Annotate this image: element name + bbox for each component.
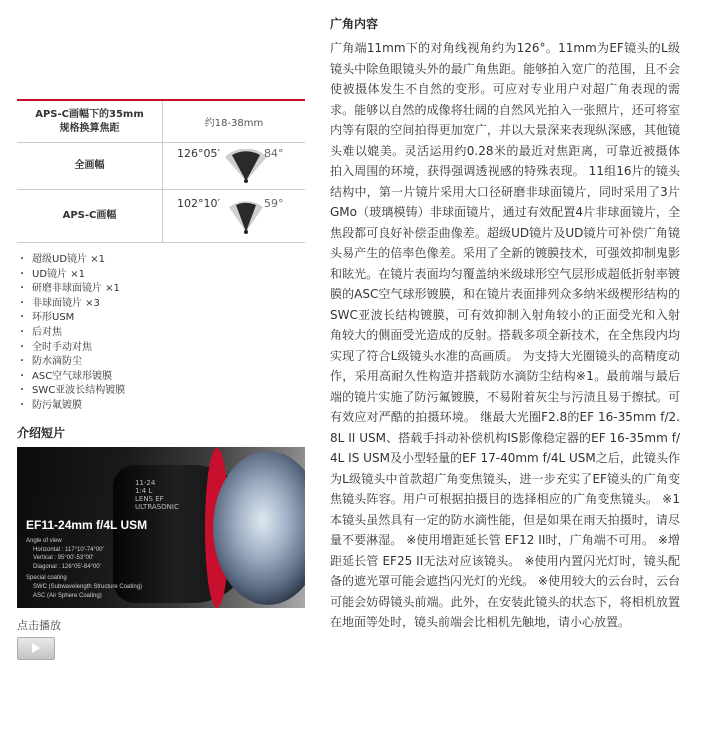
angle-of-view-table <box>17 99 305 243</box>
list-item: ・ 超级UD镜片 ×1 <box>17 253 125 268</box>
list-item: ・ 防污氟镀膜 <box>17 399 125 414</box>
spec-line: Horizontal : 117°10′-74°00′ <box>33 546 104 553</box>
row-label-aps-c: APS-C画幅 <box>17 190 163 243</box>
list-item: ・ SWC亚波长结构镀膜 <box>17 384 125 399</box>
angle-tele-aps-c: 59° <box>264 197 284 210</box>
angle-cell-full-frame <box>163 143 306 190</box>
list-item: ・ 全时手动对焦 <box>17 341 125 356</box>
coating-heading: Special coating <box>26 575 67 582</box>
list-item: ・ 非球面镜片 ×3 <box>17 297 125 312</box>
header-value-cell <box>163 100 306 143</box>
angle-cell-aps-c <box>163 190 306 243</box>
list-item: ・ 后对焦 <box>17 326 125 341</box>
lens-marking: 11-24 1:4 L LENS EF ULTRASONIC <box>135 479 179 511</box>
play-label[interactable]: 点击播放 <box>17 619 61 632</box>
spec-line: Vertical : 95°00′-53°00′ <box>33 555 94 562</box>
angle-wide-full-frame: 126°05′ <box>177 147 220 160</box>
video-spec-block <box>26 537 142 600</box>
table-row-full-frame <box>17 143 305 190</box>
body-text: 广角端11mm下的对角线视角约为126°。11mm为EF镜头的L级镜头中除鱼眼镜头外的最广角焦距。能够拍入宽广的范围，且不会使被摄体发生不自然的变形。可应对专业用户对超广角表现的需求。能够以自然的成像将壮阔的自然风光拍入一张照片，还可将室内等有限的空间拍得更加宽广，并以大景深来表现纵深感，其他镜头难以媲美。灵活运用约0.28米的最近对焦距离，可靠近被摄体拍入周围的环境，获得强调透视感的特殊表现。 11组16片的镜头结构中，第一片镜片采用大口径研磨非球面镜片，同时采用了3片GMo（玻璃模铸）非球面镜片，通过有效配置4片非球面镜片，全焦段都可良好补偿歪曲像差。超级UD镜片及UD镜片可补偿广角镜头易产生的倍率色像差。采用了全新的镀膜技术，可强效抑制鬼影和眩光。在镜片表面均匀覆盖纳米级球形空气层形成超低折射率镀膜的ASC空气球形镀膜，和在镜片表面排列众多纳米级楔形结构的SWC亚波长结构镀膜，可有效抑制入射角较小的正面受光和入射角较大的侧面受光造成的反射。搭载多项全新技术，在全焦段内均实现了符合L级镜头水准的高画质。 为支持大光圈镜头的高精度动作，采用高耐久性构造并搭载防水滴防尘结构※1。最前端与最后端的镜片实施了防污氟镀膜，不易附着灰尘与污渍且易于擦拭。可有效应对严酷的拍摄环境。 继最大光圈F2.8的EF 16-35mm f/2.8L II USM、搭载手抖动补偿机构IS影像稳定器的EF 16-35mm f/4L IS USM及小型轻量的EF 17-40mm f/4L USM之后，此镜头作为L级镜头中首款超广角变焦镜头，进一步充实了EF镜头的广角变焦镜头阵容。用户可根据拍摄目的选择相应的广角变焦镜头。 ※1 本镜头虽然具有一定的防水滴性能，但是如果在雨天拍摄时，请尽量不要淋湿。 ※使用增距延长管 EF12 II时，广角端不可用。 ※增距延长管 EF25 II无法对应该镜头。 ※使用内置闪光灯时，镜头配备的遮光罩可能会遮挡闪光灯的光线。 ※使用较大的云台时，云台可能会妨碍镜头前端。此外，在安装此镜头的状态下，将相机放置在地面等处时，镜头前端会比相机先触地，请小心放置。 <box>330 41 680 629</box>
angle-wide-aps-c: 102°10′ <box>177 197 220 210</box>
list-item: ・ ASC空气球形镀膜 <box>17 370 125 385</box>
play-icon <box>32 643 40 653</box>
coating-line: ASC (Air Sphere Coating) <box>33 592 102 599</box>
list-item: ・ 防水滴防尘 <box>17 355 125 370</box>
row-label-full-frame: 全画幅 <box>17 143 163 190</box>
section-title: 广角内容 <box>330 17 379 31</box>
table-row-aps-c <box>17 190 305 243</box>
coating-line: SWC (Subwavelength Structure Coating) <box>33 583 143 590</box>
angle-tele-full-frame: 84° <box>264 147 284 160</box>
video-section-title: 介绍短片 <box>17 426 66 440</box>
angle-fan-aps-c-icon <box>223 199 269 235</box>
table-header-row <box>17 100 305 143</box>
spec-heading: Angle of view <box>26 538 62 544</box>
list-item: ・ 研磨非球面镜片 ×1 <box>17 282 125 297</box>
video-thumbnail[interactable] <box>17 447 305 608</box>
play-button[interactable] <box>17 637 55 660</box>
list-item: ・ 环形USM <box>17 311 125 326</box>
header-value: 约18-38mm <box>204 118 264 129</box>
feature-list <box>17 253 125 414</box>
spec-line: Diagonal : 126°05′-84°00′ <box>33 563 101 570</box>
angle-fan-full-frame-icon <box>223 149 269 183</box>
list-item: ・ UD镜片 ×1 <box>17 268 125 283</box>
content-column <box>330 16 680 633</box>
video-product-name: EF11-24mm f/4L USM <box>26 518 148 532</box>
header-label: APS-C画幅下的35mm 规格换算焦距 <box>17 100 163 143</box>
